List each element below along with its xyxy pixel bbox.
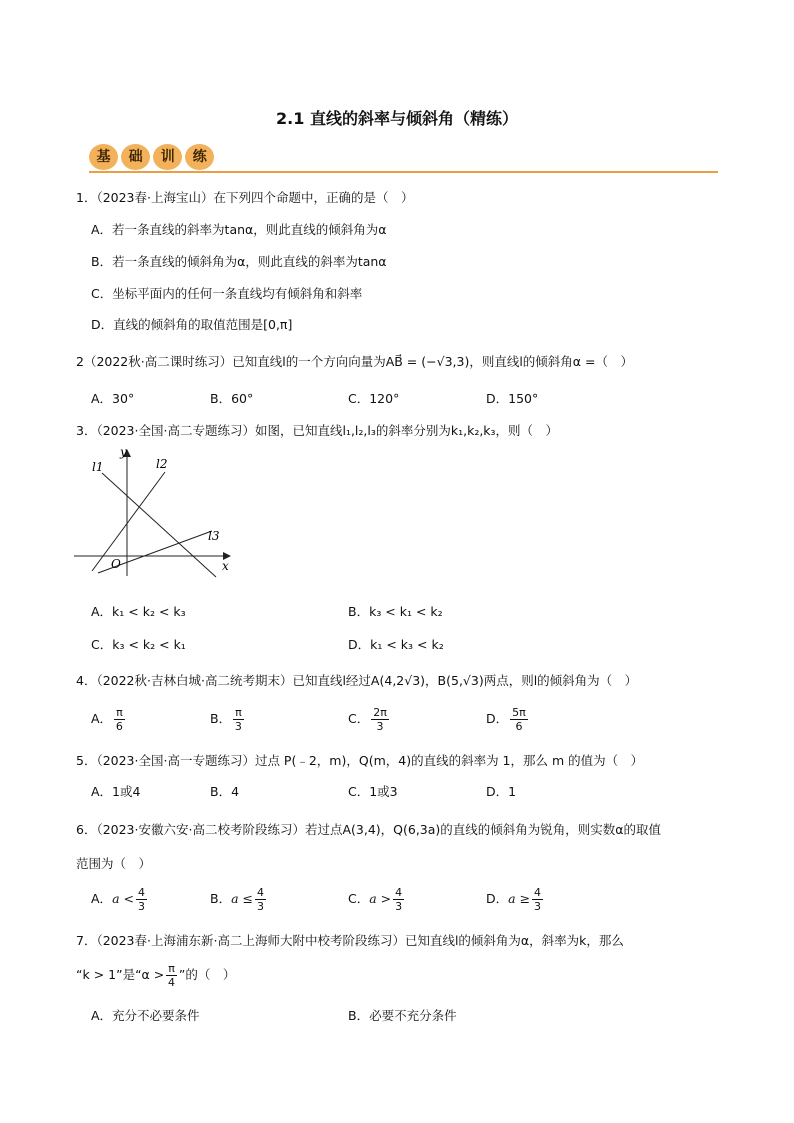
section-divider — [89, 171, 718, 173]
question-4-option-d — [486, 706, 530, 733]
numerator: 4 — [137, 886, 145, 899]
question-6-stem-line-1: 6．（2023·安徽六安·高二校考阶段练习）若过点A(3,4)，Q(6,3a)的直线的倾斜角为锐角，则实数α的取值 — [76, 822, 662, 837]
option-label: D． — [486, 891, 509, 906]
page-title: 2.1 直线的斜率与倾斜角（精练） — [276, 109, 518, 128]
fraction — [233, 706, 244, 733]
denominator: 3 — [137, 900, 145, 913]
y-label: y — [120, 445, 127, 459]
origin-label: O — [111, 557, 121, 571]
question-7-option-a: A．充分不必要条件 — [91, 1008, 200, 1023]
numerator: 4 — [534, 886, 542, 899]
question-1-option-d: D．直线的倾斜角的取值范围是[0,π] — [91, 317, 293, 332]
question-2-stem: 2（2022秋·高二课时练习）已知直线l的一个方向向量为AB⃗ = (−√3,3)，则直线l的倾斜角α =（ ） — [76, 354, 633, 369]
question-4-option-c — [348, 706, 391, 733]
question-5-option-b: B．4 — [210, 784, 240, 799]
banner-char: 练 — [185, 144, 214, 170]
l2-label: l2 — [156, 457, 168, 471]
question-4-option-b — [210, 706, 246, 733]
question-2-option-c: C．120° — [348, 391, 400, 406]
stem-text: “k > 1”是“α > — [76, 967, 165, 982]
question-7-stem-line-1: 7．（2023春·上海浦东新·高二上海师大附中校考阶段练习）已知直线l的倾斜角为α，斜率为k，那么 — [76, 933, 624, 948]
relation: a < — [112, 891, 134, 906]
numerator: 4 — [256, 886, 264, 899]
question-4-stem: 4．（2022秋·吉林白城·高二统考期末）已知直线l经过A(4,2√3)，B(5,√3)两点，则l的倾斜角为（ ） — [76, 673, 638, 688]
option-label: A． — [91, 711, 113, 726]
denominator: 4 — [168, 976, 176, 989]
question-1-option-a: A．若一条直线的斜率为tanα，则此直线的倾斜角为α — [91, 222, 387, 237]
x-label: x — [222, 559, 229, 573]
fraction — [255, 886, 266, 913]
question-5-option-a: A．1或4 — [91, 784, 141, 799]
section-banner — [89, 144, 212, 170]
relation: a ≥ — [508, 891, 531, 906]
banner-char: 础 — [121, 144, 150, 170]
numerator: 2π — [373, 706, 387, 719]
relation: a ≤ — [231, 891, 253, 906]
numerator: π — [116, 706, 123, 719]
banner-char: 训 — [153, 144, 182, 170]
fraction — [510, 706, 528, 733]
question-5-option-c: C．1或3 — [348, 784, 398, 799]
option-label: B． — [210, 711, 232, 726]
question-2-option-b: B．60° — [210, 391, 254, 406]
denominator: 3 — [534, 900, 542, 913]
fraction — [393, 886, 404, 913]
question-3-figure — [70, 440, 240, 580]
fraction — [166, 962, 177, 989]
denominator: 6 — [115, 720, 123, 733]
question-3-option-b: B．k₃ < k₁ < k₂ — [348, 604, 443, 619]
question-5-option-d: D．1 — [486, 784, 517, 799]
fraction — [114, 706, 125, 733]
option-label: C． — [348, 891, 370, 906]
banner-char: 基 — [89, 144, 118, 170]
question-7-option-b: B．必要不充分条件 — [348, 1008, 457, 1023]
relation: a > — [369, 891, 392, 906]
question-6-option-c — [348, 886, 406, 913]
question-2-option-a: A．30° — [91, 391, 135, 406]
fraction — [136, 886, 147, 913]
denominator: 3 — [234, 720, 242, 733]
l1-label: l1 — [92, 460, 104, 474]
question-3-option-d: D．k₁ < k₃ < k₂ — [348, 637, 444, 652]
denominator: 3 — [395, 900, 403, 913]
stem-text: ”的（ ） — [178, 967, 236, 982]
question-5-stem: 5．（2023·全国·高一专题练习）过点 P(﹣2，m)，Q(m，4)的直线的斜率为 1，那么 m 的值为（ ） — [76, 753, 644, 768]
denominator: 3 — [256, 900, 264, 913]
question-1-stem: 1．（2023春·上海宝山）在下列四个命题中，正确的是（ ） — [76, 190, 414, 205]
question-1-option-b: B．若一条直线的倾斜角为α，则此直线的斜率为tanα — [91, 254, 387, 269]
question-3-stem: 3．（2023·全国·高二专题练习）如图，已知直线l₁,l₂,l₃的斜率分别为k₁,k₂,k₃，则（ ） — [76, 423, 559, 438]
fraction — [532, 886, 543, 913]
numerator: π — [235, 706, 242, 719]
option-label: A． — [91, 891, 113, 906]
question-1-option-c: C．坐标平面内的任何一条直线均有倾斜角和斜率 — [91, 286, 363, 301]
question-3-option-a: A．k₁ < k₂ < k₃ — [91, 604, 186, 619]
fraction — [371, 706, 389, 733]
option-label: D． — [486, 711, 509, 726]
question-2-option-d: D．150° — [486, 391, 539, 406]
numerator: 5π — [512, 706, 526, 719]
denominator: 6 — [515, 720, 523, 733]
question-6-stem-line-2: 范围为（ ） — [76, 856, 152, 871]
numerator: 4 — [395, 886, 403, 899]
option-label: C． — [348, 711, 370, 726]
numerator: π — [168, 962, 175, 975]
question-6-option-b — [210, 886, 268, 913]
question-3-option-c: C．k₃ < k₂ < k₁ — [91, 637, 186, 652]
denominator: 3 — [376, 720, 384, 733]
question-7-stem-line-2 — [76, 962, 235, 989]
option-label: B． — [210, 891, 232, 906]
question-6-option-a — [91, 886, 149, 913]
l3-label: l3 — [208, 529, 220, 543]
question-6-option-d — [486, 886, 545, 913]
question-4-option-a — [91, 706, 127, 733]
